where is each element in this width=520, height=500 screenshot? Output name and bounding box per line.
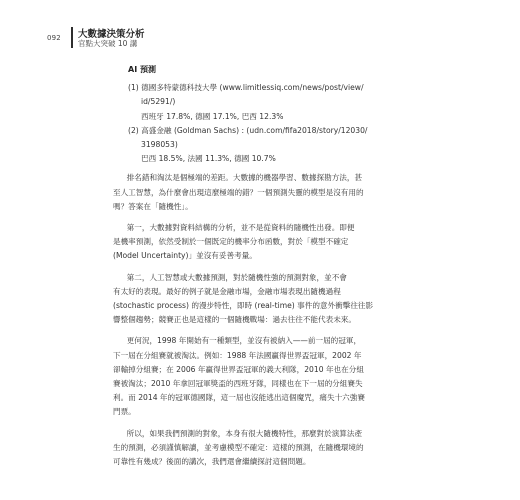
text-line: 響整個趨勢；競賽正也是這樣的一個隨機戰場：過去往往不能代表未來。 — [113, 315, 356, 325]
text-line: 可靠性有幾成？後面的講次，我們還會繼續探討這個問題。 — [113, 457, 311, 467]
page-number: 092 — [47, 34, 61, 42]
text-line: 利。而 2014 年的冠軍德國隊，這一屆也沒能逃出這個魔咒，痛失十六強賽 — [113, 393, 365, 403]
text-line: 生的預測，必須謹慎解讀，並考慮模型不確定：這樣的預測，在隨機環境的 — [113, 442, 364, 452]
text-line: 第一，大數據對資料結構的分析，並不是從資料的隨機性出發。即便 — [126, 223, 355, 233]
reference-item — [113, 81, 403, 124]
book-subtitle: 官點大突破 10 講 — [78, 39, 138, 48]
paragraph — [113, 271, 403, 328]
reference-result: 巴西 18.5%, 法國 11.3%, 德國 10.7% — [141, 154, 276, 164]
text-line: 卻輸掉分組賽；在 2006 年贏得世界盃冠軍的義大利隊，2010 年也在分組 — [113, 364, 364, 374]
reference-result: 西班牙 17.8%, 德國 17.1%, 巴西 12.3% — [141, 111, 284, 121]
paragraph — [113, 334, 403, 419]
text-line: 有太好的表現。最好的例子就是金融市場，金融市場表現出隨機過程 — [113, 286, 341, 296]
book-title: 大數據決策分析 — [78, 29, 145, 40]
paragraph — [113, 171, 403, 214]
text-line: 是機率預測，依然受制於一個既定的機率分布函數，對於「模型不確定 — [113, 237, 349, 247]
page-body — [113, 63, 403, 469]
text-line: 下一屆在分組賽就被淘汰。例如：1988 年法國贏得世界盃冠軍，2002 年 — [113, 350, 362, 360]
text-line: 賽被淘汰；2010 年拿回冠軍獎盃的西班牙隊，同樣也在下一屆的分組賽失 — [113, 379, 363, 389]
reference-line: (1) 德國多特蒙德科技大學 (www.limitlessiq.com/news/post/view/ — [128, 83, 364, 93]
text-line: (stochastic process) 的漫步特性，即時 (real-time) 事件的意外衝擊往往影 — [113, 301, 374, 311]
text-line: 第二，人工智慧或大數據預測，對於隨機性強的預測對象，並不會 — [126, 272, 347, 282]
text-line: 嗎？答案在「隨機性」。 — [113, 201, 193, 211]
text-line: (Model Uncertainty)」並沒有妥善考量。 — [113, 251, 257, 261]
text-line: 更何況，1998 年開始有一種類型，並沒有被納入——前一屆的冠軍， — [126, 336, 362, 346]
paragraph — [113, 221, 403, 264]
section-heading: AI 預測 — [128, 65, 156, 74]
header-divider — [71, 27, 73, 48]
text-line: 至人工智慧，為什麼會出現這麼極端的錯？一個預測失靈的模型是沒有用的 — [113, 187, 364, 197]
reference-line: (2) 高盛金融 (Goldman Sachs) : (udn.com/fifa2018/story/12030/ — [128, 125, 368, 135]
reference-line: id/5291/) — [141, 97, 176, 107]
text-line: 排名錯和淘汰是個極端的差距。大數據的機器學習、數據探勘方法，甚 — [126, 173, 363, 183]
paragraph — [113, 427, 403, 470]
text-line: 所以，如果我們預測的對象，本身有很大隨機特性，那麼對於演算法產 — [126, 428, 363, 438]
text-line: 門票。 — [113, 407, 136, 417]
reference-line: 3198053) — [141, 140, 178, 150]
reference-item — [113, 124, 403, 167]
